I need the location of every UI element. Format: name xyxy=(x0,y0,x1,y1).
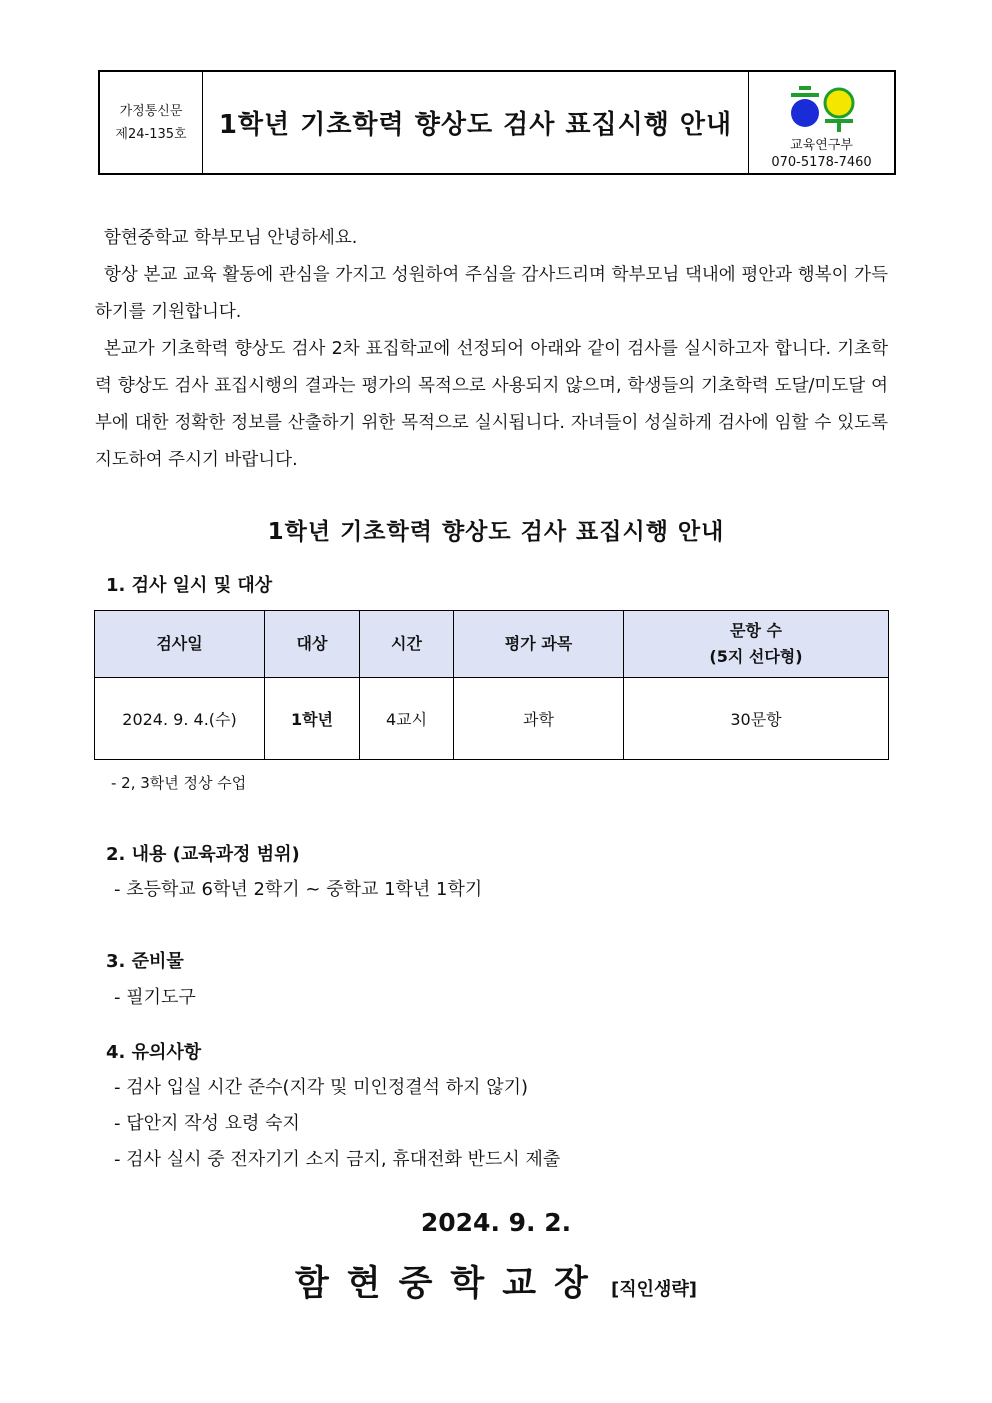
notice-item-1: - 검사 입실 시간 준수(지각 및 미인정결석 하지 않기) xyxy=(114,1077,529,1098)
newsletter-id-cell xyxy=(100,72,203,173)
header-questions-label: 문항 수 xyxy=(730,621,782,640)
school-logo-icon xyxy=(787,83,857,133)
section3-heading: 3. 준비물 xyxy=(106,951,184,972)
newsletter-title: 1학년 기초학력 향상도 검사 표집시행 안내 xyxy=(203,72,749,173)
section2-item: - 초등학교 6학년 2학기 ~ 중학교 1학년 1학기 xyxy=(114,879,483,900)
section1-heading: 1. 검사 일시 및 대상 xyxy=(106,575,273,596)
greeting: 함현중학교 학부모님 안녕하세요. xyxy=(104,228,358,248)
seal-omitted-note: [직인생략] xyxy=(610,1279,697,1300)
header-time: 시간 xyxy=(360,611,454,678)
table-header-row xyxy=(95,611,889,678)
cell-time: 4교시 xyxy=(360,678,454,760)
header-subject: 평가 과목 xyxy=(454,611,624,678)
intro-paragraph-2: 본교가 기초학력 향상도 검사 2차 표집학교에 선정되어 아래와 같이 검사를 실시하고자 합니다. 기초학력 향상도 검사 표집시행의 결과는 평가의 목적으로 사용되지 않으며, 학생들의 기초학력 도달/미도달 여부에 대한 정확한 정보를 산출하기 위한 목적으로 실시됩니다. 자녀들이 성실하게 검사에 임할 수 있도록 지도하여 주시기 바랍니다. xyxy=(95,339,888,470)
header-target: 대상 xyxy=(265,611,360,678)
cell-target: 1학년 xyxy=(265,678,360,760)
notice-item-3: - 검사 실시 중 전자기기 소지 금지, 휴대전화 반드시 제출 xyxy=(114,1149,561,1170)
newsletter-type: 가정통신문 xyxy=(119,103,183,119)
department-phone: 070-5178-7460 xyxy=(771,155,872,170)
schedule-table xyxy=(94,610,889,760)
cell-date: 2024. 9. 4.(수) xyxy=(95,678,265,760)
department-name: 교육연구부 xyxy=(790,138,853,153)
section2-heading: 2. 내용 (교육과정 범위) xyxy=(106,844,300,865)
newsletter-header xyxy=(98,70,896,175)
header-date: 검사일 xyxy=(95,611,265,678)
issue-date: 2024. 9. 2. xyxy=(420,1208,572,1237)
section4-heading: 4. 유의사항 xyxy=(106,1042,202,1063)
document-title: 1학년 기초학력 향상도 검사 표집시행 안내 xyxy=(267,519,725,545)
department-cell xyxy=(749,72,894,173)
header-questions xyxy=(624,611,889,678)
section3-item: - 필기도구 xyxy=(114,987,196,1008)
cell-questions: 30문항 xyxy=(624,678,889,760)
header-questions-type: (5지 선다형) xyxy=(709,647,803,666)
newsletter-number: 제24-135호 xyxy=(115,126,187,142)
table-row xyxy=(95,678,889,760)
signer-name: 함현중학교장 xyxy=(295,1264,606,1304)
section1-note: - 2, 3학년 정상 수업 xyxy=(111,774,247,792)
cell-subject: 과학 xyxy=(454,678,624,760)
intro-paragraph-1: 항상 본교 교육 활동에 관심을 가지고 성원하여 주심을 감사드리며 학부모님 댁내에 평안과 행복이 가득하기를 기원합니다. xyxy=(95,265,888,322)
notice-item-2: - 답안지 작성 요령 숙지 xyxy=(114,1113,300,1134)
signer-block xyxy=(0,1256,992,1306)
intro-text xyxy=(95,220,888,479)
